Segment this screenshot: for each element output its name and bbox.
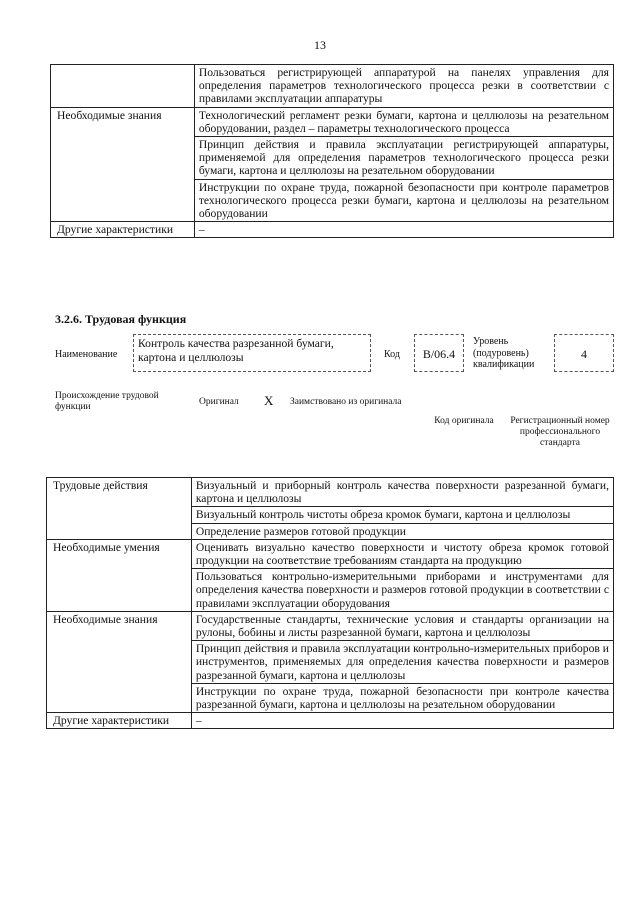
borrowed-label: Заимствовано из оригинала (290, 397, 402, 407)
row-text: Определение размеров готовой продукции (191, 523, 613, 539)
competency-table-continued (50, 64, 614, 238)
function-name-value: Контроль качества разрезанной бумаги, картона и целлюлозы (133, 334, 371, 372)
origin-label: Происхождение трудовой функции (55, 391, 159, 412)
row-label: Другие характеристики (47, 713, 192, 729)
row-text: Пользоваться регистрирующей аппаратурой на панелях управления для определения параметров технологического процесса резки в соответствии с правилами эксплуатации аппаратуры (194, 65, 613, 108)
table-row (51, 222, 614, 238)
labor-function-table (46, 477, 614, 729)
table-row (47, 478, 614, 507)
row-text: Инструкции по охране труда, пожарной безопасности при контроле параметров технологического процесса резки бумаги, картона и целлюлозы на резательном оборудовании (194, 179, 613, 222)
row-text: Принцип действия и правила эксплуатации регистрирующей аппаратуры, применяемой для определения параметров технологического процесса резки бумаги, картона и целлюлозы на резательном оборудовании (194, 137, 613, 180)
level-value: 4 (554, 334, 614, 372)
page-number: 13 (314, 38, 326, 52)
table-row (51, 65, 614, 108)
row-text: Визуальный и приборный контроль качества поверхности разрезанной бумаги, картона и целлюлозы (191, 478, 613, 507)
table-row (51, 107, 614, 136)
table-row (47, 539, 614, 568)
original-mark: X (264, 393, 274, 408)
row-text: Технологический регламент резки бумаги, картона и целлюлозы на резательном оборудовании, раздел – параметры технологического процесса (194, 107, 613, 136)
row-text: – (191, 713, 613, 729)
row-label: Необходимые знания (51, 107, 195, 222)
row-label (51, 65, 195, 108)
reg-number-label: Регистрационный номер профессионального стандарта (510, 416, 610, 448)
level-label: Уровень (подуровень) квалификации (473, 336, 535, 370)
row-text: Принцип действия и правила эксплуатации контрольно-измерительных приборов и инструментов, применяемых для определения качества поверхности и размеров разрезанной бумаги, картона и целлюлозы (191, 641, 613, 684)
code-label: Код (384, 349, 400, 360)
row-text: Пользоваться контрольно-измерительными приборами и инструментами для определения качества поверхности и размеров готовой продукции в соответствии с правилами эксплуатации оборудования (191, 569, 613, 612)
row-label: Необходимые знания (47, 611, 192, 712)
origin-code-label: Код оригинала (434, 416, 494, 426)
row-text: – (194, 222, 613, 238)
name-label: Наименование (55, 349, 118, 360)
original-label: Оригинал (199, 397, 239, 407)
table-row (47, 713, 614, 729)
row-label: Необходимые умения (47, 539, 192, 611)
row-label: Трудовые действия (47, 478, 192, 540)
section-heading: 3.2.6. Трудовая функция (55, 312, 187, 326)
row-text: Государственные стандарты, технические условия и стандарты организации на рулоны, бобины и листы разрезанной бумаги, картона и целлюлозы (191, 611, 613, 640)
code-value: В/06.4 (414, 334, 464, 372)
table-row (47, 611, 614, 640)
row-text: Инструкции по охране труда, пожарной безопасности при контроле качества разрезанной бумаги, картона и целлюлозы на резательном оборудовании (191, 683, 613, 712)
row-text: Оценивать визуально качество поверхности и чистоту обреза кромок готовой продукции на соответствие требованиям стандарта на продукцию (191, 539, 613, 568)
row-text: Визуальный контроль чистоты обреза кромок бумаги, картона и целлюлозы (191, 507, 613, 523)
row-label: Другие характеристики (51, 222, 195, 238)
